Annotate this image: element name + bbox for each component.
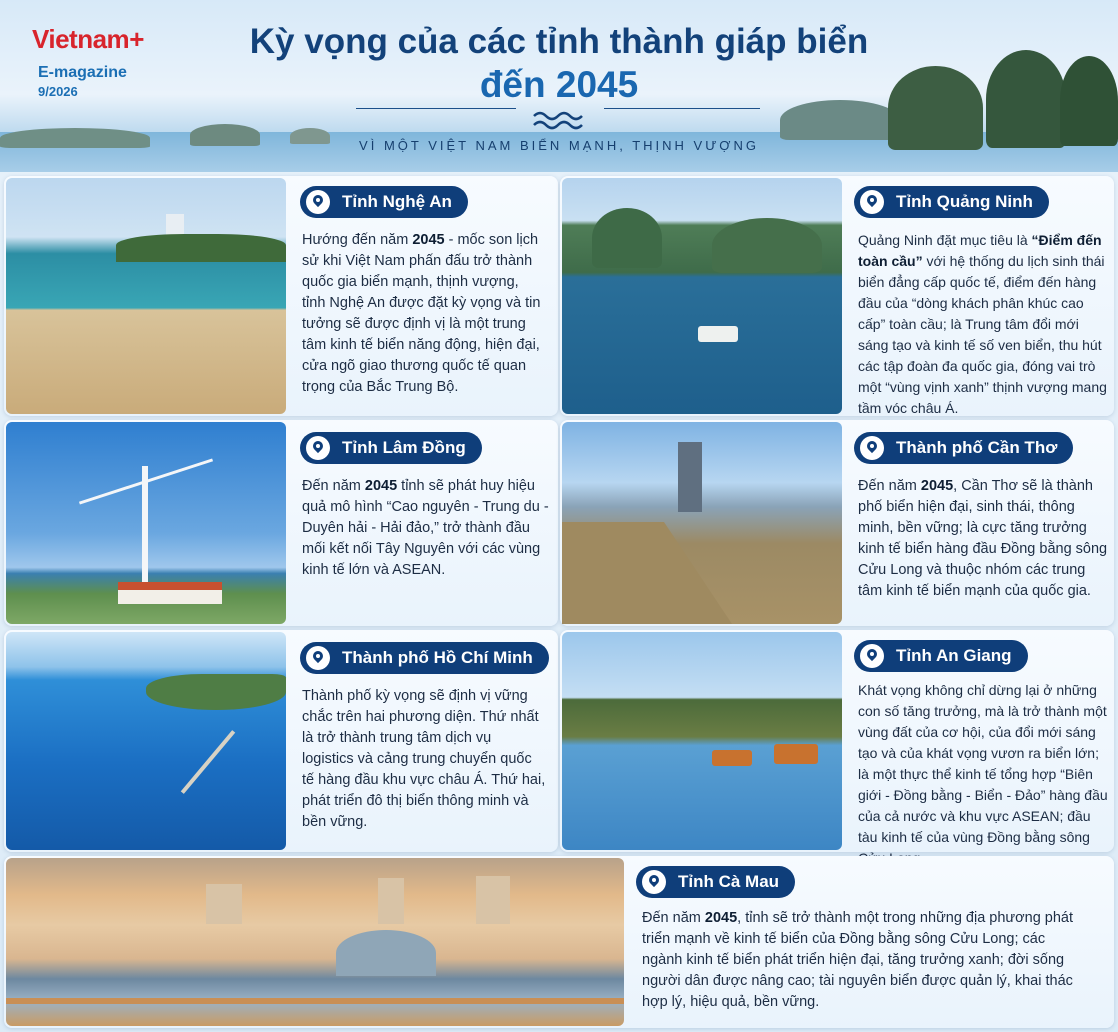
- card-can-tho: [560, 420, 1114, 626]
- card-lam-dong: [4, 420, 558, 626]
- magazine-label: E-magazine: [38, 64, 127, 81]
- photo-hcm-coast: [6, 632, 286, 850]
- building: [206, 884, 242, 924]
- place-pill-can-tho: Thành phố Cần Thơ: [854, 432, 1073, 464]
- card-text-an-giang: Khát vọng không chỉ dừng lại ở những con số tăng trưởng, mà là trở thành một vùng đất của cơ hội, của đổi mới sáng tạo và của khát vọng vươn ra biển lớn; là một thực thể kinh tế tổng hợp “Biên giới - Đồng bằng - Biển - Đảo” hàng đầu của cả nước và khu vực ASEAN; đầu tàu kinh tế của vùng Đồng bằng sông: [858, 682, 1108, 845]
- house: [118, 582, 222, 604]
- location-pin-icon: [860, 644, 884, 668]
- location-pin-icon: [642, 870, 666, 894]
- title-rule-right: [604, 108, 760, 109]
- place-pill-nghe-an: Tỉnh Nghệ An: [300, 186, 468, 218]
- photo-wind-turbine: [6, 422, 286, 624]
- card-text-ho-chi-minh: Thành phố kỳ vọng sẽ định vị vững chắc trên hai phương diện. Thứ nhất là trở thành trung tâm dịch vụ logistics và cảng trung chuyển quốc tế hàng đầu khu vực châu Á. Thứ hai, phát triển đô thị biển thông minh và bền vững.: [302, 688, 546, 830]
- pier: [181, 730, 235, 794]
- page-title-line1: Kỳ vọng của các tỉnh thành giáp biển: [249, 22, 869, 61]
- card-ho-chi-minh: [4, 630, 558, 852]
- coastline: [146, 674, 286, 710]
- card-ca-mau: [4, 856, 1114, 1028]
- location-pin-icon: [306, 436, 330, 460]
- vietnamplus-logo: Vietnam+: [32, 24, 144, 54]
- photo-ha-long-bay: [562, 178, 842, 414]
- location-pin-icon: [306, 646, 330, 670]
- photo-ca-mau-city: [6, 858, 624, 1026]
- photo-an-giang-harbor: [562, 632, 842, 850]
- waves-icon: [532, 108, 584, 132]
- photo-can-tho-river: [562, 422, 842, 624]
- card-text-lam-dong: Đến năm 2045 tỉnh sẽ phát huy hiệu quả mô hình “Cao nguyên - Trung du - Duyên hải - Hải đảo,” trở thành đầu mối kết nối Tây Nguyên với các vùng kinh tế lớn và ASEAN.: [302, 478, 549, 578]
- card-an-giang: [560, 630, 1114, 852]
- place-pill-quang-ninh: Tỉnh Quảng Ninh: [854, 186, 1049, 218]
- card-quang-ninh: [560, 176, 1114, 416]
- karst-a: [592, 208, 662, 268]
- location-pin-icon: [860, 190, 884, 214]
- dome-pavilion: [336, 930, 436, 976]
- place-pill-lam-dong: Tỉnh Lâm Đồng: [300, 432, 482, 464]
- header-banner: [0, 0, 1118, 172]
- tree-line: [116, 234, 286, 262]
- place-pill-ca-mau: Tỉnh Cà Mau: [636, 866, 795, 898]
- card-text-quang-ninh: Quảng Ninh đặt mục tiêu là “Điểm đến toàn cầu” với hệ thống du lịch sinh thái biển đẳng cấp quốc tế, điểm đến hàng đầu của “dòng khách phân khúc cao cấp” toàn cầu; là Trung tâm đổi mới sáng tạo và kinh tế số ven biển, thu hút các tập đoàn đa quốc gia, đóng vai trò một “vùng vịnh xanh” thịnh vượng mang tầm vóc châu Á.: [858, 232, 1107, 416]
- photo-nghe-an-beach: [6, 178, 286, 414]
- boardwalk: [6, 998, 624, 1004]
- page-title-line2: đến 2045: [479, 64, 639, 105]
- building-3: [476, 876, 510, 924]
- card-text-can-tho: Đến năm 2045, Cần Thơ sẽ là thành phố biển hiện đại, sinh thái, thông minh, bền vững; là cực tăng trưởng kinh tế biển hàng đầu Đồng bằng sông Cửu Long và thuộc nhóm các trung tâm kinh tế biển mạnh của quốc gia.: [858, 478, 1108, 599]
- cruise-boat: [698, 326, 738, 342]
- karst-far: [780, 100, 900, 140]
- issue-label: 9/2026: [38, 84, 78, 99]
- page-subtitle: VÌ MỘT VIỆT NAM BIỂN MẠNH, THỊNH VƯỢNG: [359, 138, 759, 153]
- place-pill-ho-chi-minh: Thành phố Hồ Chí Minh: [300, 642, 549, 674]
- card-text-nghe-an: Hướng đến năm 2045 - mốc son lịch sử khi Việt Nam phấn đấu trở thành quốc gia biển mạnh, thịnh vượng, tỉnh Nghệ An được đặt kỳ vọng và tin tưởng sẽ được định vị là một trung tâm kinh tế biển năng động, hiện đại, cửa ngõ giao thương quốc tế quan trọng của Bắc Trung Bộ.: [302, 232, 541, 395]
- place-pill-an-giang: Tỉnh An Giang: [854, 640, 1028, 672]
- fishing-boat: [712, 750, 752, 766]
- river: [562, 522, 732, 624]
- location-pin-icon: [306, 190, 330, 214]
- card-text-ca-mau: Đến năm 2045, tỉnh sẽ trở thành một trong những địa phương phát triển mạnh về kinh tế biển của Đồng bằng sông Cửu Long; các ngành kinh tế biển phát triển hiện đại, tăng trưởng xanh; đời sống người dân được nâng cao; tài nguyên biển được quản lý, khai thác hợp lý, hiệu quả, bền vững.: [642, 910, 1074, 1010]
- location-pin-icon: [860, 436, 884, 460]
- fishing-boat-2: [774, 744, 818, 764]
- karst-b: [712, 218, 822, 273]
- building-2: [378, 878, 404, 924]
- card-nghe-an: [4, 176, 558, 416]
- title-rule-left: [356, 108, 516, 109]
- skyscraper: [678, 442, 702, 512]
